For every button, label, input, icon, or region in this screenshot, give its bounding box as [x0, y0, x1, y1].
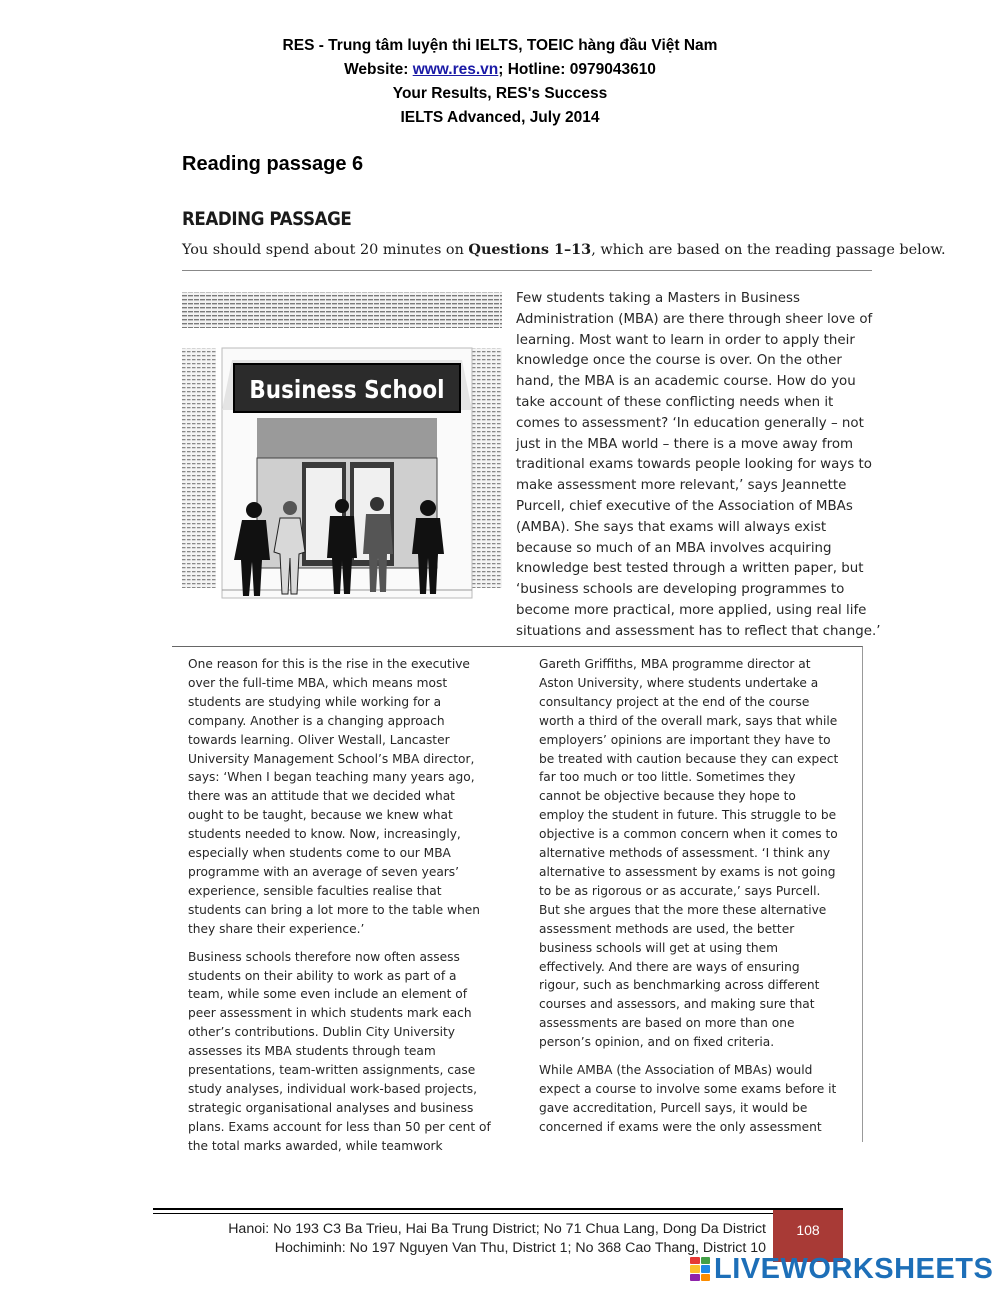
business-school-illustration	[182, 290, 502, 608]
section-title: Reading passage 6	[182, 153, 364, 175]
instruction-prefix: You should spend about 20 minutes on	[182, 242, 469, 258]
intro-paragraph-text: Few students taking a Masters in Business Administration (MBA) are there through sheer love of learning. Most want to learn in order to apply their knowledge once the course is over. On the other hand, the MBA is an academic course. How do you take account of these conflicting needs when it comes to assessment? ‘In education generally – not just in the MBA world – there is a move away from traditional exams towards people looking for ways to make assessment more relevant,’ says Jeannette Purcell, chief executive of the Association of MBAs (AMBA). She says that exams will always exist because so much of an MBA involves acquiring knowledge best tested through a written paper, but ‘business schools are developing programmes to become more practical, more applied, using real life situations and assessment has to reflect that change.’	[516, 291, 881, 639]
footer-hcm-address: Hochiminh: No 197 Nguyen Van Thu, District 1; No 368 Cao Thang, District 10	[274, 1239, 766, 1256]
liveworksheets-text: LIVEWORKSHEETS	[714, 1252, 994, 1285]
left-paragraph: Business schools therefore now often assess students on their ability to work as part of a team, while some even include an element of peer assessment in which students mark each other’s contributions. Dublin City University assesses its MBA students through team presentations, team-written assignments, case study analyses, individual work-based projects, strategic organisational analyses and business plans. Exams account for less than 50 per cent of the total marks awarded, while teamwork	[188, 949, 491, 1153]
heading-divider	[182, 270, 872, 271]
intro-paragraph	[516, 289, 881, 643]
newspaper-texture-top	[182, 292, 502, 328]
left-paragraph: One reason for this is the rise in the executive over the full-time MBA, which means most students are studying while working for a company. Another is a changing approach towards learning. Oliver Westall, Lancaster University Management School’s MBA director, says: ‘When I began teaching many years ago, there was an attitude that we decided what ought to be taught, because we knew what students needed to know. Now, increasingly, especially when students come to our MBA programme with an average of seven years’ experience, sensible faculties realise that students can bring a lot more to the table when they share their experience.’	[188, 657, 480, 936]
passage-heading: READING PASSAGE	[182, 208, 352, 230]
newspaper-texture-left	[182, 348, 216, 588]
right-paragraph: Gareth Griffiths, MBA programme director at Aston University, where students undertake a consultancy project at the end of the course worth a third of the overall mark, says that while employers’ opinions are important they have to be treated with caution because they can expect far too much or too little. Sometimes they cannot be objective because they hope to employ the student in future. This struggle to be objective is a common concern when it comes to alternative methods of assessment. ‘I think any alternative to assessment by exams is not going to be as rigorous or as accurate,’ says Purcell. But she argues that the more these alternative assessment methods are used, the better business schools will get at using them effectively. And there are ways of ensuring rigour, such as benchmarking across different courses and assessors, and making sure that assessments are based on more than one person’s opinion, and on fixed criteria.	[539, 657, 839, 1050]
header-website-label: Website:	[344, 61, 413, 78]
instruction-suffix: , which are based on the reading passage below.	[591, 242, 946, 258]
header-slogan: Your Results, RES's Success	[392, 85, 608, 102]
school-sign-text: Business School	[249, 375, 445, 405]
header-org-line: RES - Trung tâm luyện thi IELTS, TOEIC hàng đầu Việt Nam	[282, 37, 718, 54]
newspaper-texture-right	[472, 348, 502, 588]
passage-left-column	[188, 655, 493, 1165]
footer-rule	[153, 1208, 843, 1210]
document-header	[0, 34, 1000, 130]
header-hotline: ; Hotline: 0979043610	[498, 61, 656, 78]
passage-right-column	[539, 655, 839, 1146]
footer-hanoi-address: Hanoi: No 193 C3 Ba Trieu, Hai Ba Trung District; No 71 Chua Lang, Dong Da District	[228, 1221, 766, 1237]
passage-instruction	[182, 241, 946, 258]
footer-addresses	[160, 1220, 766, 1257]
page-number-badge: 108	[773, 1210, 843, 1262]
liveworksheets-icon	[690, 1257, 710, 1281]
liveworksheets-watermark	[690, 1254, 993, 1284]
footer-rule-thin	[153, 1213, 773, 1214]
header-contact-line	[0, 58, 1000, 82]
right-paragraph: While AMBA (the Association of MBAs) would expect a course to involve some exams before it gave accreditation, Purcell says, it would be concerned if exams were the only assessment	[539, 1063, 837, 1134]
header-course: IELTS Advanced, July 2014	[400, 109, 600, 126]
website-link[interactable]: www.res.vn	[412, 61, 499, 78]
instruction-questions: Questions 1–13	[468, 241, 592, 258]
